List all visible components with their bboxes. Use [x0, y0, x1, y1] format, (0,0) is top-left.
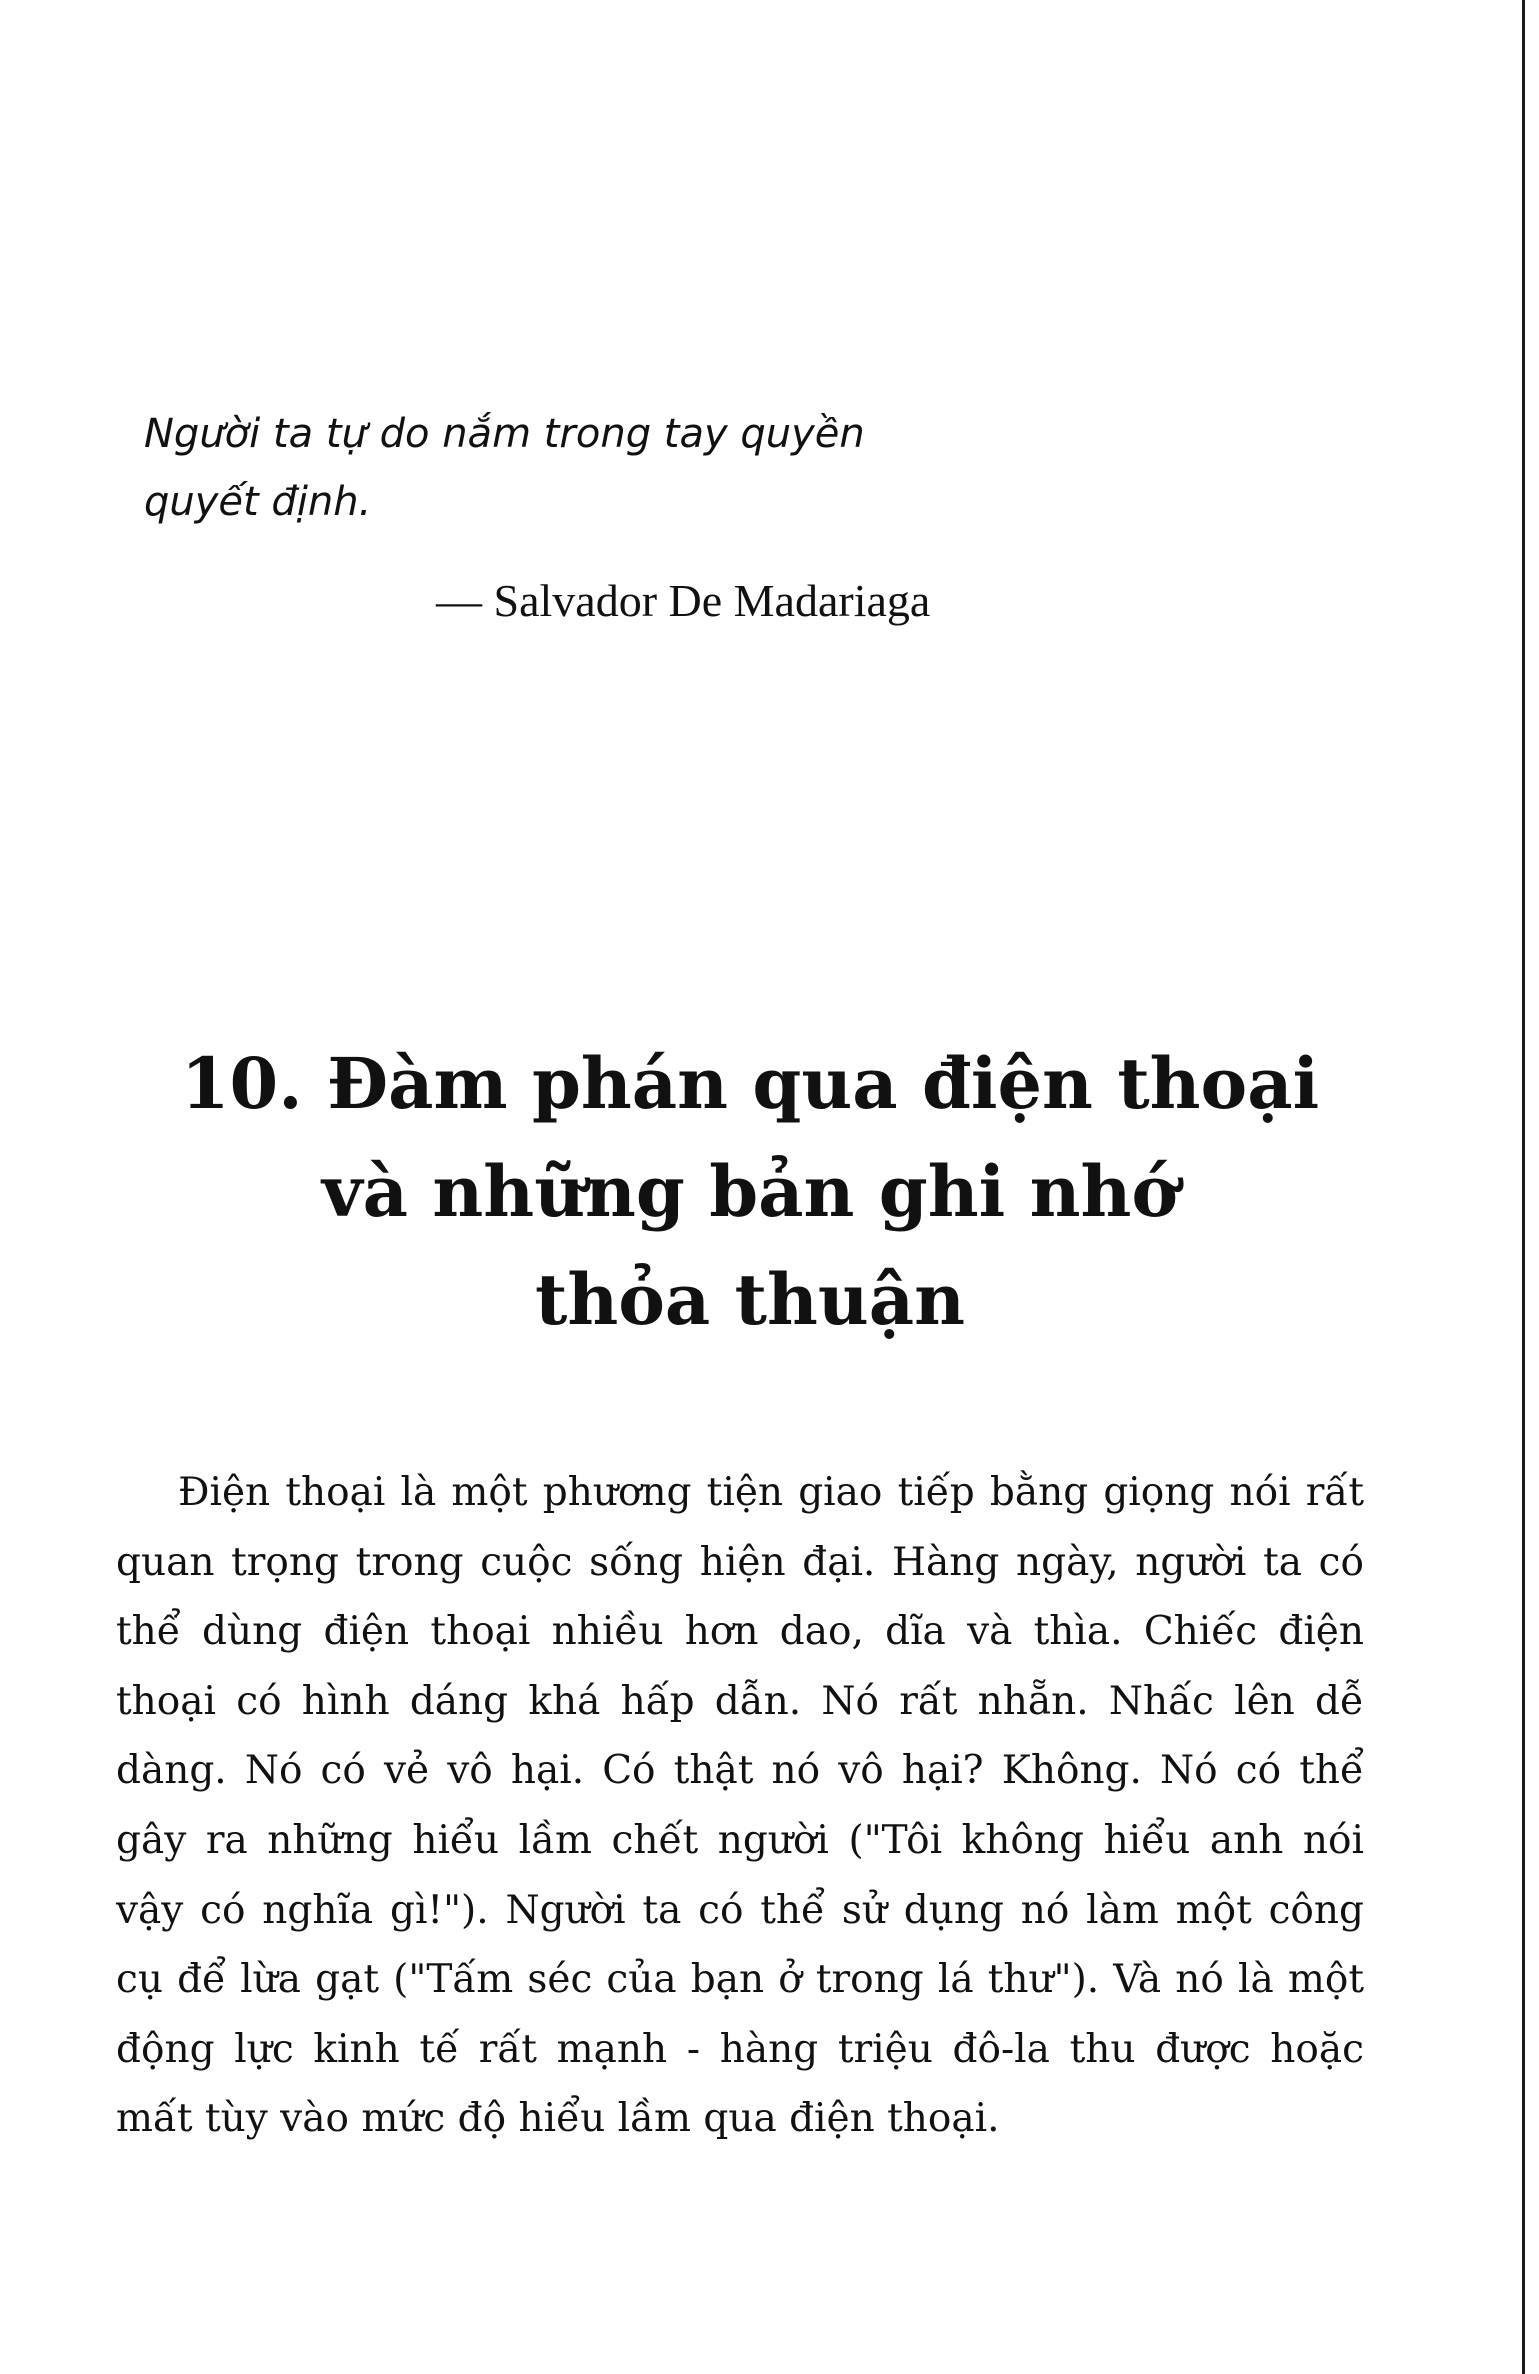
chapter-title-line-1-text: Đàm phán qua điện thoại: [326, 1042, 1320, 1125]
chapter-number: 10.: [180, 1042, 303, 1125]
chapter-title: [160, 1030, 1340, 1354]
epigraph-attribution: — Salvador De Madariaga: [436, 575, 931, 626]
chapter-title-line-1: [160, 1030, 1340, 1138]
body-paragraph: Điện thoại là một phương tiện giao tiếp bằng giọng nói rất quan trọng trong cuộc sống hiện đại. Hàng ngày, người ta có thể dùng điện thoại nhiều hơn dao, dĩa và thìa. Chiếc điện thoại có hình dáng khá hấp dẫn. Nó rất nhẵn. Nhấc lên dễ dàng. Nó có vẻ vô hại. Có thật nó vô hại? Không. Nó có thể gây ra những hiểu lầm chết người ("Tôi không hiểu anh nói vậy có nghĩa gì!"). Người ta có thể sử dụng nó làm một công cụ để lừa gạt ("Tấm séc của bạn ở trong lá thư"). Và nó là một động lực kinh tế rất mạnh - hàng triệu đô-la thu được hoặc mất tùy vào mức độ hiểu lầm qua điện thoại.: [116, 1470, 1364, 2142]
chapter-title-line-3: thỏa thuận: [534, 1258, 965, 1341]
epigraph-quote: Người ta tự do nắm trong tay quyền quyết định.: [144, 411, 865, 525]
page-edge-line: [1522, 0, 1525, 2374]
chapter-title-line-2: và những bản ghi nhớ: [321, 1150, 1179, 1233]
